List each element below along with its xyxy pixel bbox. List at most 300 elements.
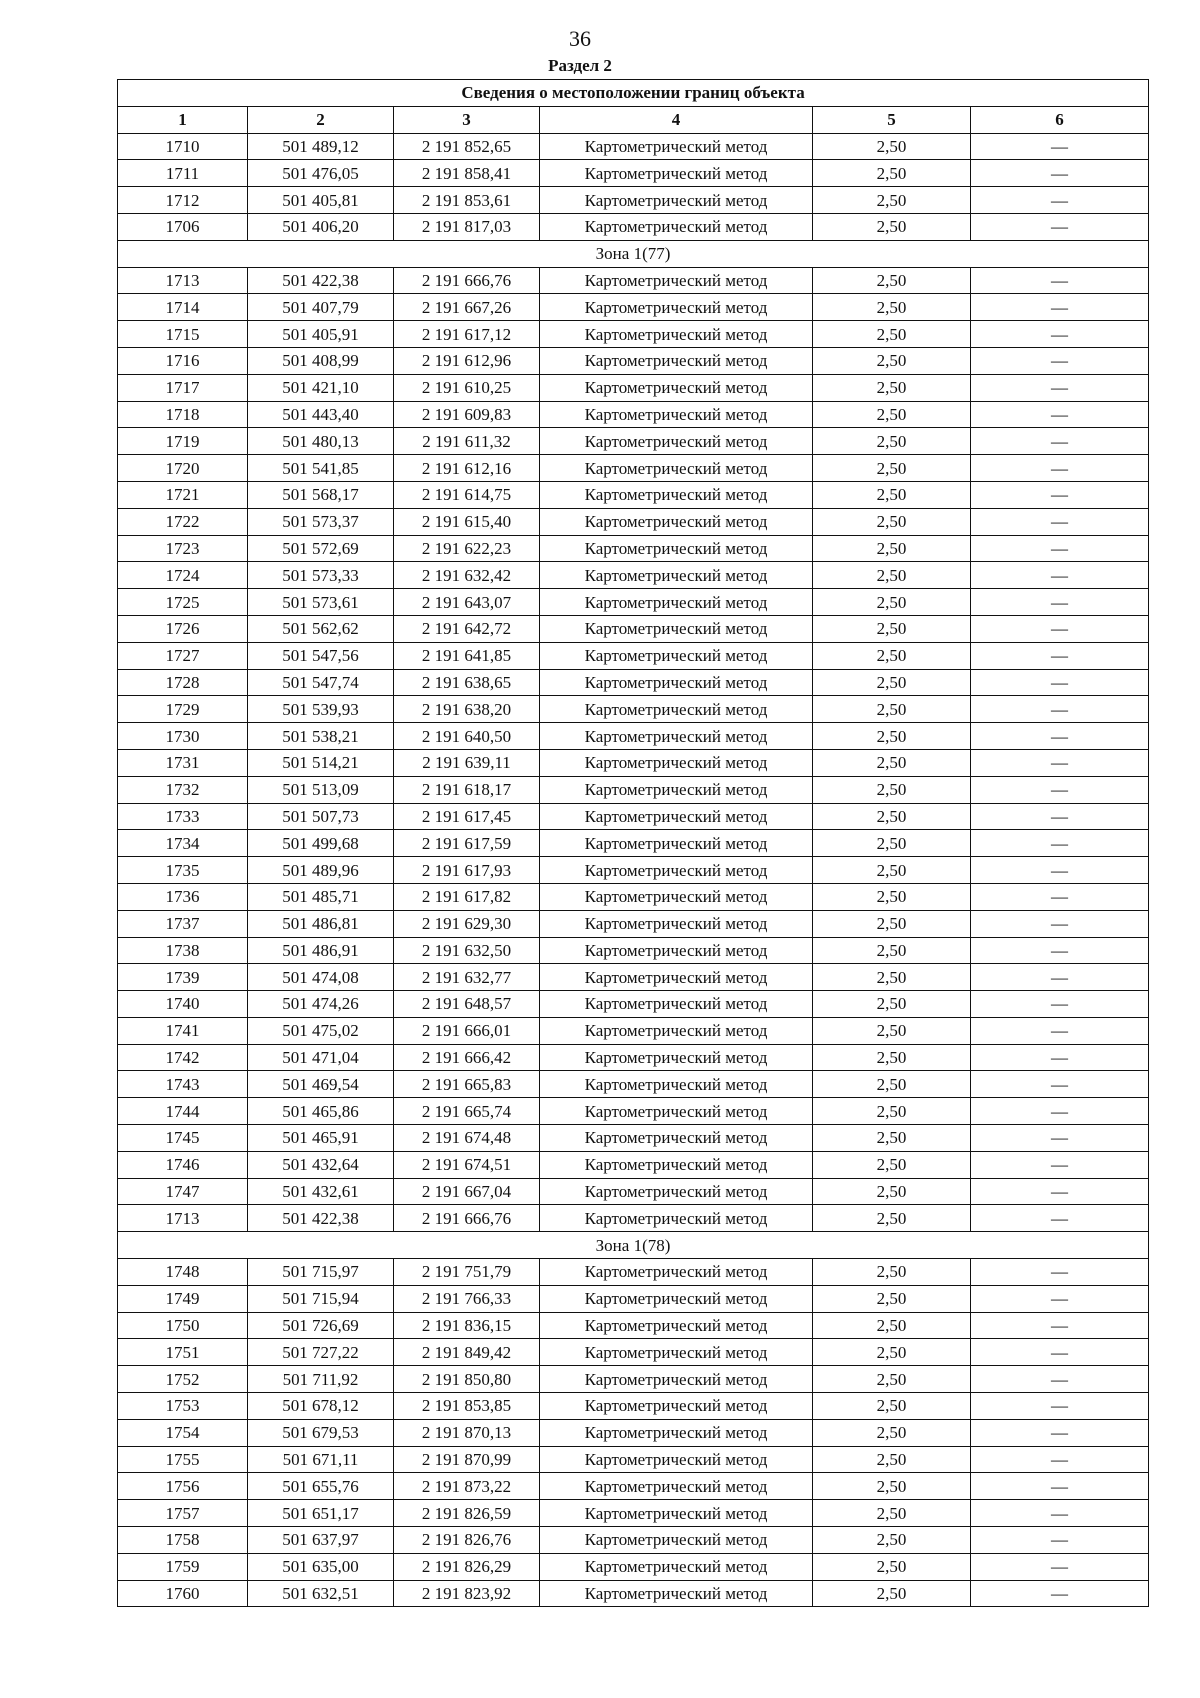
description-cell: —: [971, 1125, 1149, 1152]
y-coordinate-cell: 2 191 850,80: [394, 1366, 540, 1393]
table-row: [118, 1151, 1149, 1178]
x-coordinate-cell: 501 499,68: [248, 830, 394, 857]
method-cell: Картометрический метод: [540, 857, 813, 884]
accuracy-cell: 2,50: [813, 1205, 971, 1232]
point-number-cell: 1719: [118, 428, 248, 455]
description-cell: —: [971, 830, 1149, 857]
column-header: 2: [248, 106, 394, 133]
accuracy-cell: 2,50: [813, 1312, 971, 1339]
description-cell: —: [971, 187, 1149, 214]
x-coordinate-cell: 501 469,54: [248, 1071, 394, 1098]
method-cell: Картометрический метод: [540, 1473, 813, 1500]
point-number-cell: 1752: [118, 1366, 248, 1393]
accuracy-cell: 2,50: [813, 374, 971, 401]
table-row: [118, 401, 1149, 428]
point-number-cell: 1712: [118, 187, 248, 214]
accuracy-cell: 2,50: [813, 696, 971, 723]
method-cell: Картометрический метод: [540, 1339, 813, 1366]
page-number: 36: [569, 26, 591, 51]
table-row: [118, 642, 1149, 669]
description-cell: —: [971, 213, 1149, 240]
description-cell: —: [971, 374, 1149, 401]
method-cell: Картометрический метод: [540, 294, 813, 321]
method-cell: Картометрический метод: [540, 133, 813, 160]
description-cell: —: [971, 1017, 1149, 1044]
y-coordinate-cell: 2 191 853,85: [394, 1393, 540, 1420]
accuracy-cell: 2,50: [813, 1419, 971, 1446]
accuracy-cell: 2,50: [813, 321, 971, 348]
y-coordinate-cell: 2 191 609,83: [394, 401, 540, 428]
x-coordinate-cell: 501 513,09: [248, 776, 394, 803]
y-coordinate-cell: 2 191 612,16: [394, 455, 540, 482]
accuracy-cell: 2,50: [813, 1473, 971, 1500]
point-number-cell: 1720: [118, 455, 248, 482]
y-coordinate-cell: 2 191 617,82: [394, 883, 540, 910]
accuracy-cell: 2,50: [813, 213, 971, 240]
table-row: [118, 562, 1149, 589]
method-cell: Картометрический метод: [540, 1580, 813, 1607]
accuracy-cell: 2,50: [813, 481, 971, 508]
point-number-cell: 1730: [118, 723, 248, 750]
x-coordinate-cell: 501 405,91: [248, 321, 394, 348]
x-coordinate-cell: 501 632,51: [248, 1580, 394, 1607]
y-coordinate-cell: 2 191 640,50: [394, 723, 540, 750]
table-row: [118, 589, 1149, 616]
description-cell: —: [971, 455, 1149, 482]
zone-row: [118, 240, 1149, 267]
y-coordinate-cell: 2 191 611,32: [394, 428, 540, 455]
table-row: [118, 723, 1149, 750]
point-number-cell: 1746: [118, 1151, 248, 1178]
point-number-cell: 1713: [118, 1205, 248, 1232]
description-cell: —: [971, 642, 1149, 669]
accuracy-cell: 2,50: [813, 857, 971, 884]
accuracy-cell: 2,50: [813, 1500, 971, 1527]
x-coordinate-cell: 501 474,08: [248, 964, 394, 991]
y-coordinate-cell: 2 191 853,61: [394, 187, 540, 214]
description-cell: —: [971, 1339, 1149, 1366]
x-coordinate-cell: 501 573,33: [248, 562, 394, 589]
point-number-cell: 1725: [118, 589, 248, 616]
x-coordinate-cell: 501 408,99: [248, 347, 394, 374]
description-cell: —: [971, 964, 1149, 991]
method-cell: Картометрический метод: [540, 160, 813, 187]
x-coordinate-cell: 501 405,81: [248, 187, 394, 214]
y-coordinate-cell: 2 191 823,92: [394, 1580, 540, 1607]
accuracy-cell: 2,50: [813, 1527, 971, 1554]
accuracy-cell: 2,50: [813, 1125, 971, 1152]
table-row: [118, 1393, 1149, 1420]
table-row: [118, 1125, 1149, 1152]
x-coordinate-cell: 501 678,12: [248, 1393, 394, 1420]
table-row: [118, 857, 1149, 884]
point-number-cell: 1728: [118, 669, 248, 696]
point-number-cell: 1738: [118, 937, 248, 964]
accuracy-cell: 2,50: [813, 964, 971, 991]
description-cell: —: [971, 857, 1149, 884]
accuracy-cell: 2,50: [813, 937, 971, 964]
point-number-cell: 1754: [118, 1419, 248, 1446]
method-cell: Картометрический метод: [540, 589, 813, 616]
accuracy-cell: 2,50: [813, 508, 971, 535]
accuracy-cell: 2,50: [813, 776, 971, 803]
point-number-cell: 1729: [118, 696, 248, 723]
accuracy-cell: 2,50: [813, 1178, 971, 1205]
point-number-cell: 1750: [118, 1312, 248, 1339]
table-row: [118, 937, 1149, 964]
y-coordinate-cell: 2 191 617,59: [394, 830, 540, 857]
point-number-cell: 1731: [118, 749, 248, 776]
table-row: [118, 1205, 1149, 1232]
method-cell: Картометрический метод: [540, 723, 813, 750]
point-number-cell: 1710: [118, 133, 248, 160]
x-coordinate-cell: 501 711,92: [248, 1366, 394, 1393]
x-coordinate-cell: 501 480,13: [248, 428, 394, 455]
table-row: [118, 1259, 1149, 1286]
method-cell: Картометрический метод: [540, 1125, 813, 1152]
x-coordinate-cell: 501 727,22: [248, 1339, 394, 1366]
accuracy-cell: 2,50: [813, 723, 971, 750]
y-coordinate-cell: 2 191 632,77: [394, 964, 540, 991]
x-coordinate-cell: 501 572,69: [248, 535, 394, 562]
accuracy-cell: 2,50: [813, 589, 971, 616]
table-row: [118, 669, 1149, 696]
description-cell: —: [971, 428, 1149, 455]
y-coordinate-cell: 2 191 618,17: [394, 776, 540, 803]
point-number-cell: 1744: [118, 1098, 248, 1125]
method-cell: Картометрический метод: [540, 401, 813, 428]
accuracy-cell: 2,50: [813, 133, 971, 160]
method-cell: Картометрический метод: [540, 696, 813, 723]
accuracy-cell: 2,50: [813, 1285, 971, 1312]
x-coordinate-cell: 501 573,61: [248, 589, 394, 616]
table-row: [118, 535, 1149, 562]
zone-label: Зона 1(77): [118, 240, 1149, 267]
column-header: 5: [813, 106, 971, 133]
y-coordinate-cell: 2 191 648,57: [394, 991, 540, 1018]
point-number-cell: 1751: [118, 1339, 248, 1366]
y-coordinate-cell: 2 191 674,48: [394, 1125, 540, 1152]
accuracy-cell: 2,50: [813, 347, 971, 374]
table-row: [118, 1098, 1149, 1125]
accuracy-cell: 2,50: [813, 1553, 971, 1580]
description-cell: —: [971, 910, 1149, 937]
description-cell: —: [971, 937, 1149, 964]
table-row: [118, 1419, 1149, 1446]
point-number-cell: 1714: [118, 294, 248, 321]
table-row: [118, 1473, 1149, 1500]
x-coordinate-cell: 501 489,12: [248, 133, 394, 160]
accuracy-cell: 2,50: [813, 1366, 971, 1393]
accuracy-cell: 2,50: [813, 1151, 971, 1178]
table-row: [118, 428, 1149, 455]
x-coordinate-cell: 501 465,86: [248, 1098, 394, 1125]
zone-label: Зона 1(78): [118, 1232, 1149, 1259]
accuracy-cell: 2,50: [813, 1098, 971, 1125]
point-number-cell: 1717: [118, 374, 248, 401]
x-coordinate-cell: 501 432,64: [248, 1151, 394, 1178]
point-number-cell: 1732: [118, 776, 248, 803]
x-coordinate-cell: 501 507,73: [248, 803, 394, 830]
description-cell: —: [971, 1098, 1149, 1125]
table-row: [118, 160, 1149, 187]
y-coordinate-cell: 2 191 615,40: [394, 508, 540, 535]
x-coordinate-cell: 501 726,69: [248, 1312, 394, 1339]
y-coordinate-cell: 2 191 665,74: [394, 1098, 540, 1125]
table-row: [118, 1339, 1149, 1366]
zone-row: [118, 1232, 1149, 1259]
description-cell: —: [971, 401, 1149, 428]
x-coordinate-cell: 501 651,17: [248, 1500, 394, 1527]
table-row: [118, 803, 1149, 830]
method-cell: Картометрический метод: [540, 1178, 813, 1205]
point-number-cell: 1736: [118, 883, 248, 910]
method-cell: Картометрический метод: [540, 347, 813, 374]
point-number-cell: 1722: [118, 508, 248, 535]
y-coordinate-cell: 2 191 614,75: [394, 481, 540, 508]
method-cell: Картометрический метод: [540, 1285, 813, 1312]
method-cell: Картометрический метод: [540, 508, 813, 535]
description-cell: —: [971, 1259, 1149, 1286]
point-number-cell: 1737: [118, 910, 248, 937]
x-coordinate-cell: 501 514,21: [248, 749, 394, 776]
method-cell: Картометрический метод: [540, 1500, 813, 1527]
description-cell: —: [971, 696, 1149, 723]
description-cell: —: [971, 589, 1149, 616]
y-coordinate-cell: 2 191 674,51: [394, 1151, 540, 1178]
description-cell: —: [971, 267, 1149, 294]
table-row: [118, 615, 1149, 642]
table-row: [118, 910, 1149, 937]
accuracy-cell: 2,50: [813, 910, 971, 937]
table-row: [118, 883, 1149, 910]
method-cell: Картометрический метод: [540, 562, 813, 589]
description-cell: —: [971, 1151, 1149, 1178]
point-number-cell: 1740: [118, 991, 248, 1018]
point-number-cell: 1739: [118, 964, 248, 991]
table-row: [118, 1312, 1149, 1339]
y-coordinate-cell: 2 191 642,72: [394, 615, 540, 642]
accuracy-cell: 2,50: [813, 1071, 971, 1098]
method-cell: Картометрический метод: [540, 374, 813, 401]
y-coordinate-cell: 2 191 826,76: [394, 1527, 540, 1554]
x-coordinate-cell: 501 573,37: [248, 508, 394, 535]
method-cell: Картометрический метод: [540, 642, 813, 669]
accuracy-cell: 2,50: [813, 428, 971, 455]
table-row: [118, 455, 1149, 482]
x-coordinate-cell: 501 422,38: [248, 1205, 394, 1232]
y-coordinate-cell: 2 191 638,20: [394, 696, 540, 723]
y-coordinate-cell: 2 191 836,15: [394, 1312, 540, 1339]
point-number-cell: 1734: [118, 830, 248, 857]
accuracy-cell: 2,50: [813, 883, 971, 910]
x-coordinate-cell: 501 432,61: [248, 1178, 394, 1205]
table-row: [118, 481, 1149, 508]
table-row: [118, 321, 1149, 348]
x-coordinate-cell: 501 568,17: [248, 481, 394, 508]
section-title: Раздел 2: [548, 56, 612, 75]
description-cell: —: [971, 347, 1149, 374]
accuracy-cell: 2,50: [813, 803, 971, 830]
table-row: [118, 133, 1149, 160]
description-cell: —: [971, 803, 1149, 830]
y-coordinate-cell: 2 191 666,76: [394, 267, 540, 294]
x-coordinate-cell: 501 547,56: [248, 642, 394, 669]
table-row: [118, 776, 1149, 803]
description-cell: —: [971, 133, 1149, 160]
x-coordinate-cell: 501 443,40: [248, 401, 394, 428]
point-number-cell: 1723: [118, 535, 248, 562]
x-coordinate-cell: 501 406,20: [248, 213, 394, 240]
y-coordinate-cell: 2 191 666,01: [394, 1017, 540, 1044]
method-cell: Картометрический метод: [540, 1098, 813, 1125]
point-number-cell: 1711: [118, 160, 248, 187]
description-cell: —: [971, 1178, 1149, 1205]
description-cell: —: [971, 991, 1149, 1018]
point-number-cell: 1721: [118, 481, 248, 508]
description-cell: —: [971, 1446, 1149, 1473]
x-coordinate-cell: 501 562,62: [248, 615, 394, 642]
x-coordinate-cell: 501 476,05: [248, 160, 394, 187]
accuracy-cell: 2,50: [813, 615, 971, 642]
accuracy-cell: 2,50: [813, 642, 971, 669]
description-cell: —: [971, 776, 1149, 803]
column-header-row: [118, 106, 1149, 133]
table-row: [118, 1366, 1149, 1393]
y-coordinate-cell: 2 191 665,83: [394, 1071, 540, 1098]
y-coordinate-cell: 2 191 632,50: [394, 937, 540, 964]
table-row: [118, 696, 1149, 723]
table-caption-row: [118, 80, 1149, 107]
x-coordinate-cell: 501 655,76: [248, 1473, 394, 1500]
description-cell: —: [971, 1473, 1149, 1500]
method-cell: Картометрический метод: [540, 187, 813, 214]
description-cell: —: [971, 508, 1149, 535]
accuracy-cell: 2,50: [813, 1393, 971, 1420]
method-cell: Картометрический метод: [540, 615, 813, 642]
method-cell: Картометрический метод: [540, 1419, 813, 1446]
point-number-cell: 1760: [118, 1580, 248, 1607]
method-cell: Картометрический метод: [540, 910, 813, 937]
x-coordinate-cell: 501 635,00: [248, 1553, 394, 1580]
point-number-cell: 1724: [118, 562, 248, 589]
accuracy-cell: 2,50: [813, 1259, 971, 1286]
x-coordinate-cell: 501 541,85: [248, 455, 394, 482]
table-row: [118, 1500, 1149, 1527]
x-coordinate-cell: 501 547,74: [248, 669, 394, 696]
table-row: [118, 1285, 1149, 1312]
description-cell: —: [971, 883, 1149, 910]
accuracy-cell: 2,50: [813, 187, 971, 214]
method-cell: Картометрический метод: [540, 1017, 813, 1044]
y-coordinate-cell: 2 191 766,33: [394, 1285, 540, 1312]
point-number-cell: 1743: [118, 1071, 248, 1098]
y-coordinate-cell: 2 191 817,03: [394, 213, 540, 240]
point-number-cell: 1749: [118, 1285, 248, 1312]
y-coordinate-cell: 2 191 617,12: [394, 321, 540, 348]
method-cell: Картометрический метод: [540, 776, 813, 803]
accuracy-cell: 2,50: [813, 562, 971, 589]
point-number-cell: 1758: [118, 1527, 248, 1554]
x-coordinate-cell: 501 715,97: [248, 1259, 394, 1286]
x-coordinate-cell: 501 471,04: [248, 1044, 394, 1071]
point-number-cell: 1735: [118, 857, 248, 884]
description-cell: —: [971, 1580, 1149, 1607]
method-cell: Картометрический метод: [540, 1393, 813, 1420]
point-number-cell: 1753: [118, 1393, 248, 1420]
table-body: [118, 133, 1149, 1607]
point-number-cell: 1715: [118, 321, 248, 348]
point-number-cell: 1759: [118, 1553, 248, 1580]
y-coordinate-cell: 2 191 610,25: [394, 374, 540, 401]
accuracy-cell: 2,50: [813, 455, 971, 482]
description-cell: —: [971, 1553, 1149, 1580]
accuracy-cell: 2,50: [813, 1446, 971, 1473]
description-cell: —: [971, 1366, 1149, 1393]
x-coordinate-cell: 501 679,53: [248, 1419, 394, 1446]
y-coordinate-cell: 2 191 852,65: [394, 133, 540, 160]
x-coordinate-cell: 501 671,11: [248, 1446, 394, 1473]
y-coordinate-cell: 2 191 870,99: [394, 1446, 540, 1473]
point-number-cell: 1727: [118, 642, 248, 669]
table-row: [118, 508, 1149, 535]
point-number-cell: 1757: [118, 1500, 248, 1527]
point-number-cell: 1713: [118, 267, 248, 294]
accuracy-cell: 2,50: [813, 401, 971, 428]
x-coordinate-cell: 501 715,94: [248, 1285, 394, 1312]
x-coordinate-cell: 501 465,91: [248, 1125, 394, 1152]
table-caption: Сведения о местоположении границ объекта: [118, 80, 1149, 107]
table-row: [118, 374, 1149, 401]
column-header: 3: [394, 106, 540, 133]
y-coordinate-cell: 2 191 849,42: [394, 1339, 540, 1366]
method-cell: Картометрический метод: [540, 428, 813, 455]
method-cell: Картометрический метод: [540, 749, 813, 776]
table-row: [118, 1044, 1149, 1071]
description-cell: —: [971, 562, 1149, 589]
description-cell: —: [971, 1393, 1149, 1420]
method-cell: Картометрический метод: [540, 991, 813, 1018]
y-coordinate-cell: 2 191 612,96: [394, 347, 540, 374]
description-cell: —: [971, 321, 1149, 348]
description-cell: —: [971, 1500, 1149, 1527]
accuracy-cell: 2,50: [813, 669, 971, 696]
method-cell: Картометрический метод: [540, 830, 813, 857]
x-coordinate-cell: 501 407,79: [248, 294, 394, 321]
column-header: 4: [540, 106, 813, 133]
description-cell: —: [971, 535, 1149, 562]
x-coordinate-cell: 501 485,71: [248, 883, 394, 910]
x-coordinate-cell: 501 474,26: [248, 991, 394, 1018]
y-coordinate-cell: 2 191 873,22: [394, 1473, 540, 1500]
point-number-cell: 1706: [118, 213, 248, 240]
point-number-cell: 1741: [118, 1017, 248, 1044]
method-cell: Картометрический метод: [540, 1044, 813, 1071]
y-coordinate-cell: 2 191 639,11: [394, 749, 540, 776]
y-coordinate-cell: 2 191 617,45: [394, 803, 540, 830]
x-coordinate-cell: 501 489,96: [248, 857, 394, 884]
method-cell: Картометрический метод: [540, 1553, 813, 1580]
method-cell: Картометрический метод: [540, 455, 813, 482]
y-coordinate-cell: 2 191 629,30: [394, 910, 540, 937]
x-coordinate-cell: 501 486,81: [248, 910, 394, 937]
y-coordinate-cell: 2 191 858,41: [394, 160, 540, 187]
description-cell: —: [971, 1071, 1149, 1098]
description-cell: —: [971, 1527, 1149, 1554]
description-cell: —: [971, 481, 1149, 508]
accuracy-cell: 2,50: [813, 1044, 971, 1071]
method-cell: Картометрический метод: [540, 213, 813, 240]
